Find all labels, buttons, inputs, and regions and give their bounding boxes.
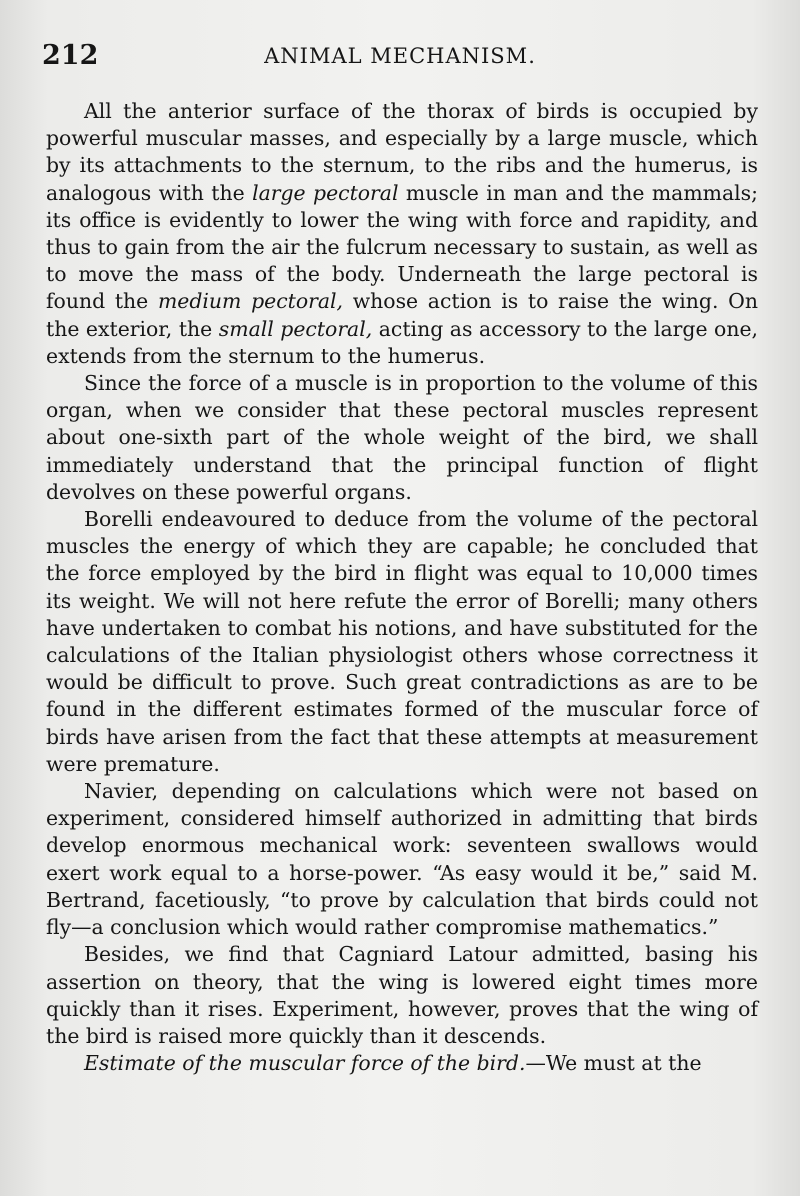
running-title: ANIMAL MECHANISM. [264,44,536,68]
paragraph-cagniard-latour [46,941,758,1050]
text-run: All the anterior surface of the thorax of birds is occupied by powerful muscular masses, and especially by a large muscle, which by its attachments to the sternum, to the ribs and the humerus, is analogous with the [46,99,758,205]
text-run: —We must at the [525,1051,702,1076]
paragraph-borelli [46,506,758,778]
paragraph-navier [46,778,758,941]
page-body [46,98,758,1077]
italic-text-run: medium pectoral, [157,289,343,314]
paragraph-muscle-force [46,370,758,506]
paragraph-estimate-heading [46,1050,758,1077]
paragraph-anterior-thorax [46,98,758,370]
text-run: Borelli endeavoured to deduce from the volume of the pectoral muscles the energy of which they are capable; he concluded that the force employed by the bird in flight was equal to 10,000 times its weight. We will not here refute the error of Borelli; many others have undertaken to combat his notions, and have substituted for the calculations of the Italian physiologist others whose correctness it would be difficult to prove. Such great contradictions as are to be found in the different estimates formed of the muscular force of birds have arisen from the fact that these attempts at measurement were premature. [46,507,758,776]
text-run: acting as accessory to the large one, extends from the sternum to the humerus. [46,316,759,368]
italic-text-run: large pectoral [252,180,399,205]
italic-text-run: small pectoral, [218,316,373,341]
text-run: muscle in man and the mammals; its office is evidently to lower the wing with force and rapidity, and thus to gain from the air the fulcrum necessary to sustain, as well as to move the mass of the body. Underneath the large pectoral is found the [46,180,758,314]
text-run: Navier, depending on calculations which were not based on experiment, considered himself authorized in admitting that birds develop enormous mechanical work: seventeen swallows would exert work equal to a horse-power. “As easy would it be,” said M. Bertrand, facetiously, “to prove by calculation that birds could not fly—a conclusion which would rather compromise mathematics.” [46,779,758,940]
text-run: Since the force of a muscle is in proportion to the volume of this organ, when we consider that these pectoral muscles represent about one-sixth part of the whole weight of the bird, we shall immediately understand that the principal function of flight devolves on these powerful organs. [46,371,758,504]
page-number: 212 [42,40,99,71]
text-run: Besides, we find that Cagniard Latour admitted, basing his assertion on theory, that the wing is lowered eight times more quickly than it rises. Experiment, however, proves that the wing of the bird is raised more quickly than it descends. [46,942,758,1048]
italic-text-run: Estimate of the muscular force of the bird. [84,1051,526,1076]
text-run: whose action is to raise the wing. On the exterior, the [46,289,758,341]
page-header [42,40,758,80]
